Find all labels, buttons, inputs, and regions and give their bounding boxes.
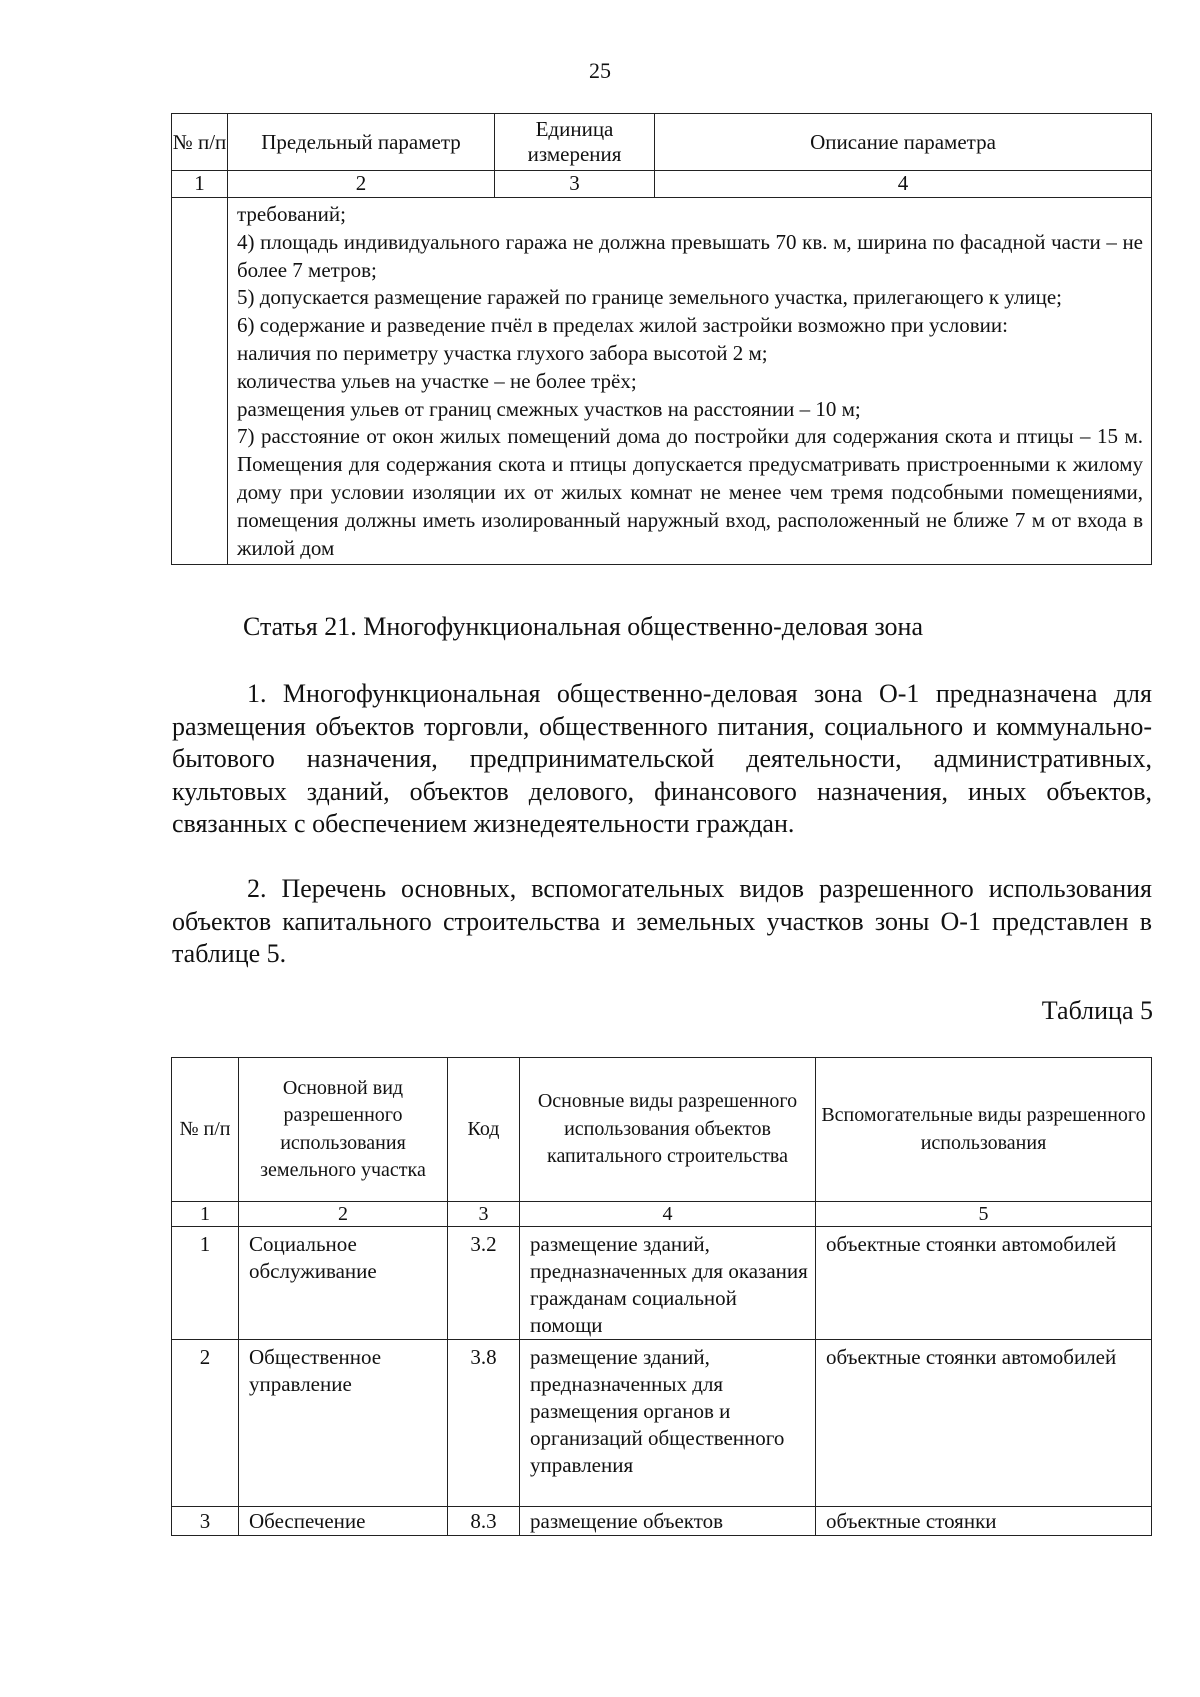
description-line: 6) содержание и разведение пчёл в пределах жилой застройки возможно при условии:: [237, 313, 1008, 338]
column-number: 4: [520, 1202, 816, 1227]
paragraph-2: 2. Перечень основных, вспомогательных видов разрешенного использования объектов капитального строительства и земельных участков зоны О-1 представлен в таблице 5.: [172, 874, 1152, 968]
use-code: 3.8: [448, 1340, 520, 1507]
use-code: 3.2: [448, 1227, 520, 1340]
row-number: 1: [172, 1227, 239, 1340]
column-number: 2: [228, 171, 495, 198]
land-use: Социальное обслуживание: [239, 1227, 448, 1340]
limits-table-continuation: [171, 113, 1152, 565]
header-number: № п/п: [172, 1058, 239, 1202]
description-line: количества ульев на участке – не более трёх;: [237, 368, 637, 393]
header-land-use: Основной вид разрешенного использования земельного участка: [239, 1058, 448, 1202]
land-use: Общественное управление: [239, 1340, 448, 1507]
main-use: размещение объектов: [520, 1507, 816, 1536]
column-numbers-row: [172, 171, 1152, 198]
paragraph-1: 1. Многофункциональная общественно-деловая зона О-1 предназначена для размещения объектов торговли, общественного питания, социального и коммунально-бытового назначения, предпринимательской деятельности, административных, культовых зданий, объектов делового, финансового назначения, иных объектов, связанных с обеспечением жизнедеятельности граждан.: [172, 679, 1152, 838]
row-number: 3: [172, 1507, 239, 1536]
description-line: 7) расстояние от окон жилых помещений дома до постройки для содержания скота и птицы – 15 м. Помещения для содержания скота и птицы допускается предусматривать пристроенными к жилому дому при условии изоляции их от жилых комнат не менее чем тремя подсобными помещениями, помещения должны иметь изолированный наружный вход, расположенный не ближе 7 м от входа в жилой дом: [237, 424, 1143, 560]
table-row: [172, 1227, 1152, 1340]
column-number: 5: [816, 1202, 1152, 1227]
header-parameter: Предельный параметр: [228, 114, 495, 171]
aux-use: объектные стоянки автомобилей: [816, 1340, 1152, 1507]
table-header-row: [172, 1058, 1152, 1202]
column-number: 3: [495, 171, 655, 198]
description-line: 5) допускается размещение гаражей по границе земельного участка, прилегающего к улице;: [237, 285, 1062, 310]
column-number: 3: [448, 1202, 520, 1227]
column-number: 1: [172, 171, 228, 198]
header-code: Код: [448, 1058, 520, 1202]
header-unit: Единица измерения: [495, 114, 655, 171]
land-use: Обеспечение: [239, 1507, 448, 1536]
description-line: 4) площадь индивидуального гаража не должна превышать 70 кв. м, ширина по фасадной части – не более 7 метров;: [237, 229, 1143, 282]
table-row: [172, 1340, 1152, 1507]
page-number: 25: [589, 58, 611, 83]
parameter-description-cell: [228, 198, 1152, 565]
table-row: [172, 198, 1152, 565]
column-number: 4: [655, 171, 1152, 198]
permitted-use-table: [171, 1057, 1152, 1536]
description-line: наличия по периметру участка глухого забора высотой 2 м;: [237, 340, 768, 365]
column-number: 1: [172, 1202, 239, 1227]
header-main-use: Основные виды разрешенного использования объектов капитального строительства: [520, 1058, 816, 1202]
column-number: 2: [239, 1202, 448, 1227]
table-caption: Таблица 5: [1041, 996, 1153, 1025]
header-description: Описание параметра: [655, 114, 1152, 171]
column-numbers-row: [172, 1202, 1152, 1227]
table-header-row: [172, 114, 1152, 171]
aux-use: объектные стоянки: [816, 1507, 1152, 1536]
row-number: 2: [172, 1340, 239, 1507]
description-line: требований;: [237, 202, 346, 226]
use-code: 8.3: [448, 1507, 520, 1536]
description-line: размещения ульев от границ смежных участков на расстоянии – 10 м;: [237, 396, 861, 421]
main-use: размещение зданий, предназначенных для размещения органов и организаций общественного управления: [520, 1340, 816, 1507]
empty-number-cell: [172, 198, 228, 565]
header-number: № п/п: [172, 114, 228, 171]
table-row: [172, 1507, 1152, 1536]
header-aux-use: Вспомогательные виды разрешенного использования: [816, 1058, 1152, 1202]
main-use: размещение зданий, предназначенных для оказания гражданам социальной помощи: [520, 1227, 816, 1340]
article-title: Статья 21. Многофункциональная общественно-деловая зона: [243, 612, 924, 641]
aux-use: объектные стоянки автомобилей: [816, 1227, 1152, 1340]
